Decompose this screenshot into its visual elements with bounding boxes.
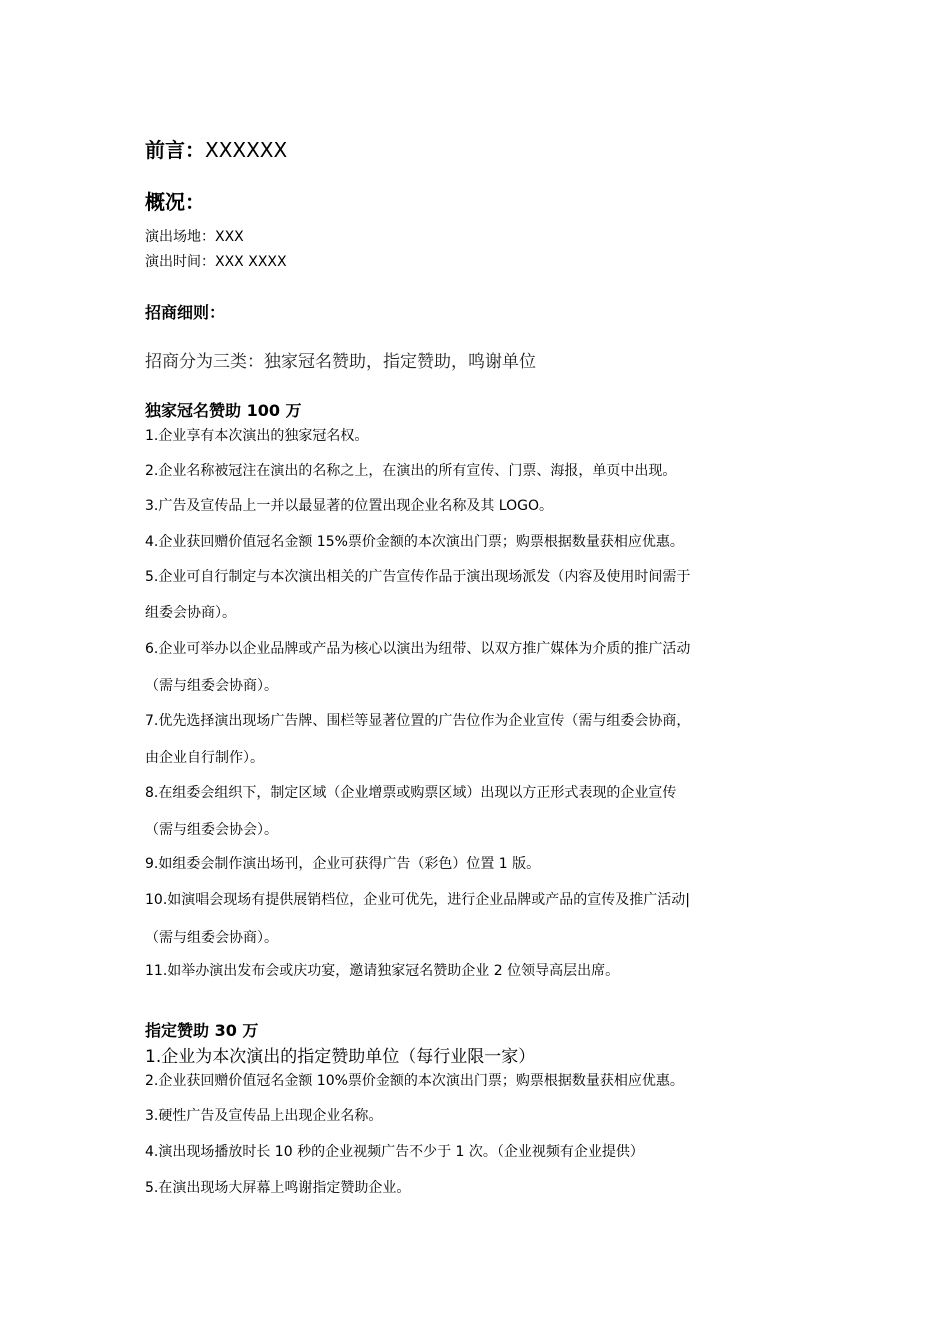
designated-line-3: 3.硬性广告及宣传品上出现企业名称。 (145, 1108, 383, 1124)
overview-heading: 概况： (145, 190, 205, 214)
preface-value: XXXXXX (205, 138, 288, 162)
exclusive-line-1: 1.企业享有本次演出的独家冠名权。 (145, 428, 369, 444)
designated-line-5: 5.在演出现场大屏幕上鸣谢指定赞助企业。 (145, 1180, 411, 1196)
designated-line-2: 2.企业获回赠价值冠名金额 10%票价金额的本次演出门票；购票根据数量获相应优惠。 (145, 1073, 684, 1089)
exclusive-line-11: 11.如举办演出发布会或庆功宴，邀请独家冠名赞助企业 2 位领导高层出席。 (145, 963, 620, 979)
designated-heading: 指定赞助 30 万 (145, 1021, 259, 1040)
exclusive-line-5-cont: 组委会协商）。 (145, 605, 236, 621)
preface-heading (145, 137, 287, 163)
rules-intro: 招商分为三类：独家冠名赞助，指定赞助，鸣谢单位 (145, 352, 536, 372)
designated-line-1: 1.企业为本次演出的指定赞助单位（每行业限一家） (145, 1047, 536, 1067)
exclusive-heading: 独家冠名赞助 100 万 (145, 401, 302, 420)
overview-venue: 演出场地：XXX (145, 229, 244, 245)
exclusive-line-3: 3.广告及宣传品上一并以最显著的位置出现企业名称及其 LOGO。 (145, 498, 553, 514)
exclusive-line-2: 2.企业名称被冠注在演出的名称之上，在演出的所有宣传、门票、海报，单页中出现。 (145, 463, 677, 479)
exclusive-line-7-cont: 由企业自行制作）。 (145, 750, 264, 766)
exclusive-line-9: 9.如组委会制作演出场刊，企业可获得广告（彩色）位置 1 版。 (145, 856, 541, 872)
exclusive-line-10-cont: （需与组委会协商）。 (145, 930, 278, 946)
exclusive-line-8-cont: （需与组委会协会）。 (145, 822, 278, 838)
rules-heading: 招商细则： (145, 303, 226, 322)
exclusive-line-4: 4.企业获回赠价值冠名金额 15%票价金额的本次演出门票；购票根据数量获相应优惠。 (145, 534, 684, 550)
exclusive-line-8: 8.在组委会组织下，制定区域（企业增票或购票区域）出现以方正形式表现的企业宣传 (145, 785, 677, 801)
exclusive-line-5: 5.企业可自行制定与本次演出相关的广告宣传作品于演出现场派发（内容及使用时间需于 (145, 569, 691, 585)
exclusive-line-7: 7.优先选择演出现场广告牌、围栏等显著位置的广告位作为企业宣传（需与组委会协商， (145, 713, 691, 729)
designated-line-4: 4.演出现场播放时长 10 秒的企业视频广告不少于 1 次。（企业视频有企业提供） (145, 1144, 644, 1160)
preface-label: 前言： (145, 138, 205, 162)
exclusive-line-6: 6.企业可举办以企业品牌或产品为核心以演出为纽带、以双方推广媒体为介质的推广活动 (145, 641, 691, 657)
overview-time: 演出时间：XXX XXXX (145, 254, 287, 270)
exclusive-line-6-cont: （需与组委会协商）。 (145, 678, 278, 694)
exclusive-line-10: 10.如演唱会现场有提供展销档位，企业可优先，进行企业品牌或产品的宣传及推广活动| (145, 892, 690, 908)
